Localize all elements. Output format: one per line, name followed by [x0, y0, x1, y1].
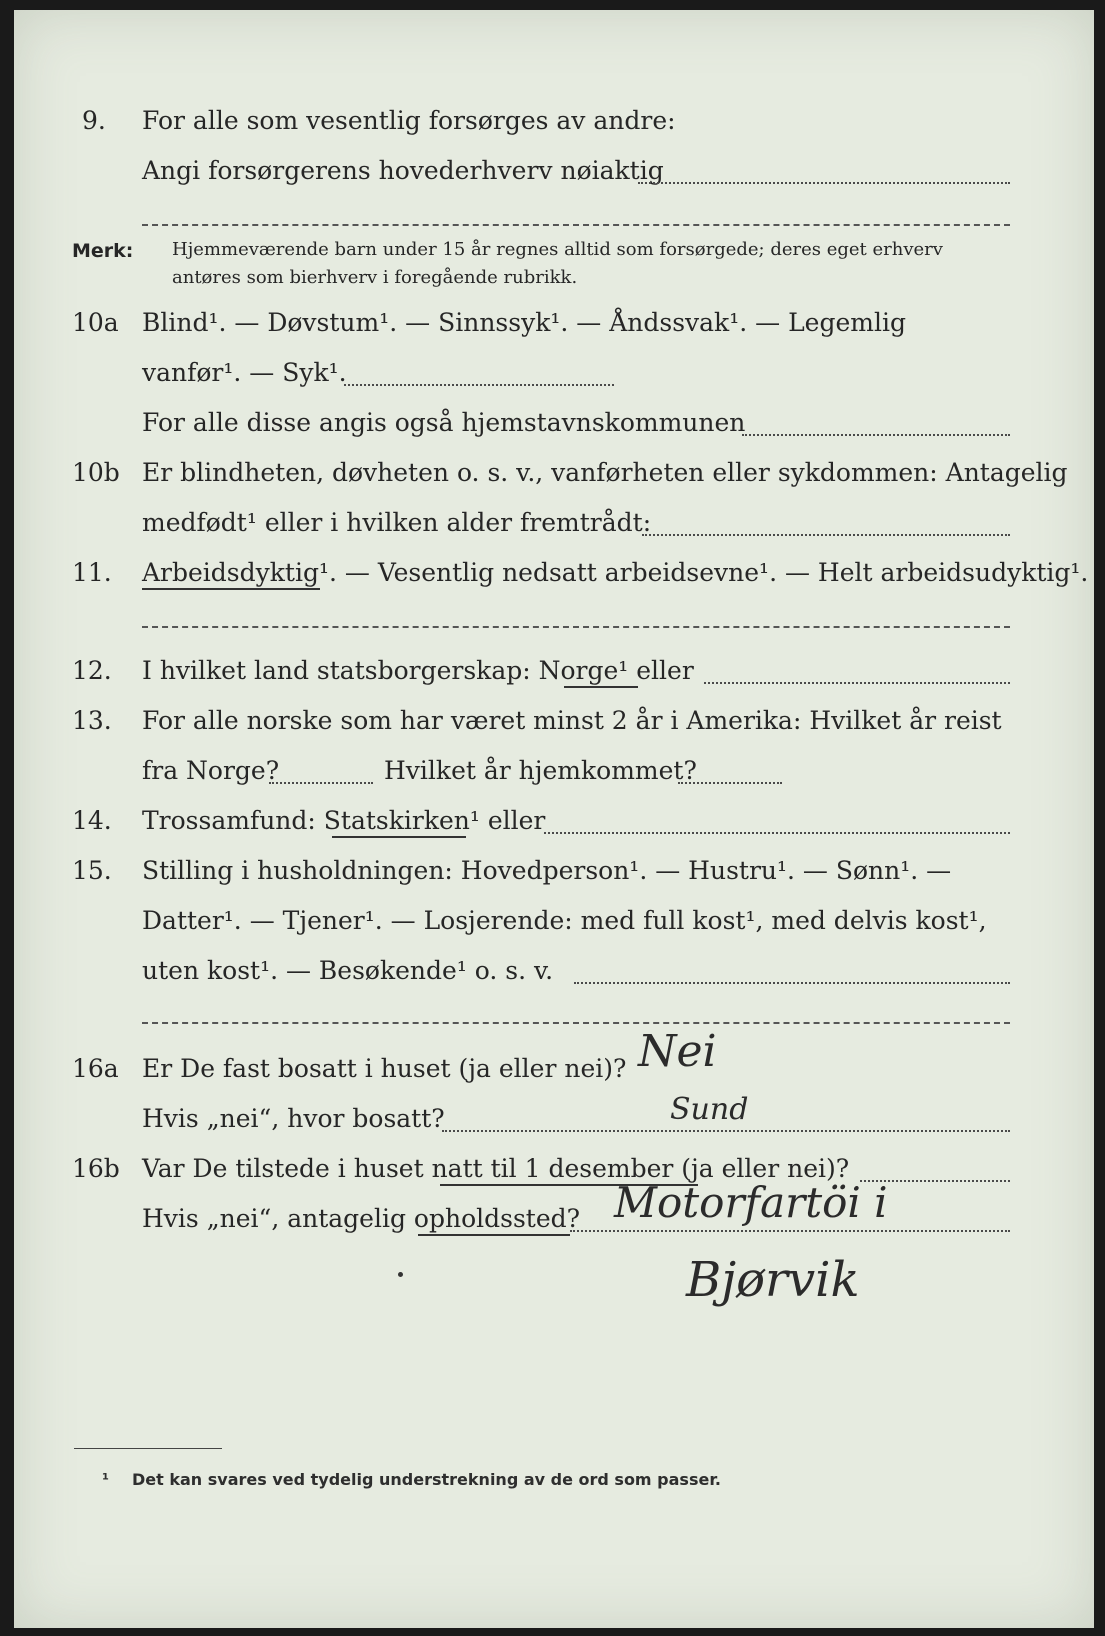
question-10a-text: vanfør¹. — Syk¹. [142, 358, 347, 387]
footnote-text: Det kan svares ved tydelig understrekning av de ord som passer. [132, 1470, 722, 1489]
note-text: antøres som bierhverv i foregående rubrikk. [172, 267, 578, 288]
handwritten-answer: Motorfartöi i [614, 1178, 888, 1227]
answer-line [570, 1230, 1010, 1232]
question-number: 10a [72, 308, 119, 337]
question-13-text: Hvilket år hjemkommet? [384, 756, 697, 785]
question-12-text: I hvilket land statsborgerskap: Norge¹ eller [142, 656, 694, 685]
question-13-text: fra Norge? [142, 756, 280, 785]
question-number: 10b [72, 458, 120, 487]
question-number: 12. [72, 656, 112, 685]
question-16b-text: Var De tilstede i huset natt til 1 desember (ja eller nei)? [142, 1154, 850, 1183]
handwritten-underline [142, 588, 320, 590]
footnote-divider [74, 1448, 222, 1449]
question-10b-text: Er blindheten, døvheten o. s. v., vanførheten eller sykdommen: Antagelig [142, 458, 1068, 487]
question-9-provider-label: Angi forsørgerens hovederhverv nøiaktig [142, 156, 664, 185]
answer-line [678, 782, 782, 784]
question-number: 14. [72, 806, 112, 835]
ink-dot [398, 1272, 403, 1277]
question-13-text: For alle norske som har været minst 2 år i Amerika: Hvilket år reist [142, 706, 1002, 735]
answer-line [442, 1130, 1010, 1132]
question-number: 16a [72, 1054, 119, 1083]
answer-line [269, 782, 373, 784]
question-number: 11. [72, 558, 112, 587]
answer-line [544, 832, 1010, 834]
handwritten-underline [418, 1234, 570, 1236]
question-number: 9. [82, 106, 106, 135]
handwritten-answer: Nei [638, 1026, 717, 1077]
question-10b-text: medfødt¹ eller i hvilken alder fremtrådt: [142, 508, 652, 537]
handwritten-answer: Sund [670, 1092, 749, 1127]
answer-line [704, 682, 1010, 684]
handwritten-underline [564, 686, 638, 688]
answer-line [142, 1022, 1010, 1024]
note-text: Hjemmeværende barn under 15 år regnes alltid som forsørgede; deres eget erhverv [172, 239, 943, 260]
answer-line [574, 982, 1010, 984]
note-label: Merk: [72, 240, 134, 262]
answer-line [642, 534, 1010, 536]
answer-line [638, 182, 1010, 184]
question-15-text: Stilling i husholdningen: Hovedperson¹. — Hustru¹. — Sønn¹. — [142, 856, 952, 885]
question-16b-text: Hvis „nei“, antagelig opholdssted? [142, 1204, 581, 1233]
question-15-text: Datter¹. — Tjener¹. — Losjerende: med full kost¹, med delvis kost¹, [142, 906, 987, 935]
answer-line [142, 626, 1010, 628]
question-15-text: uten kost¹. — Besøkende¹ o. s. v. [142, 956, 554, 985]
question-10a-text: Blind¹. — Døvstum¹. — Sinnssyk¹. — Åndssvak¹. — Legemlig [142, 308, 906, 337]
question-number: 13. [72, 706, 112, 735]
question-11-text: Arbeidsdyktig¹. — Vesentlig nedsatt arbeidsevne¹. — Helt arbeidsudyktig¹. [142, 558, 1089, 587]
question-16a-text: Er De fast bosatt i huset (ja eller nei)? [142, 1054, 627, 1083]
question-number: 16b [72, 1154, 120, 1183]
question-14-text: Trossamfund: Statskirken¹ eller [142, 806, 546, 835]
footnote-mark: ¹ [102, 1470, 110, 1489]
handwritten-answer: Bjørvik [686, 1252, 860, 1308]
question-10a-text: For alle disse angis også hjemstavnskommunen [142, 408, 746, 437]
question-9-text: For alle som vesentlig forsørges av andre: [142, 106, 676, 135]
handwritten-underline [332, 836, 466, 838]
question-number: 15. [72, 856, 112, 885]
answer-line [344, 384, 614, 386]
answer-line [742, 434, 1010, 436]
census-form-page [14, 10, 1094, 1628]
answer-line [142, 224, 1010, 226]
question-16a-text: Hvis „nei“, hvor bosatt? [142, 1104, 445, 1133]
